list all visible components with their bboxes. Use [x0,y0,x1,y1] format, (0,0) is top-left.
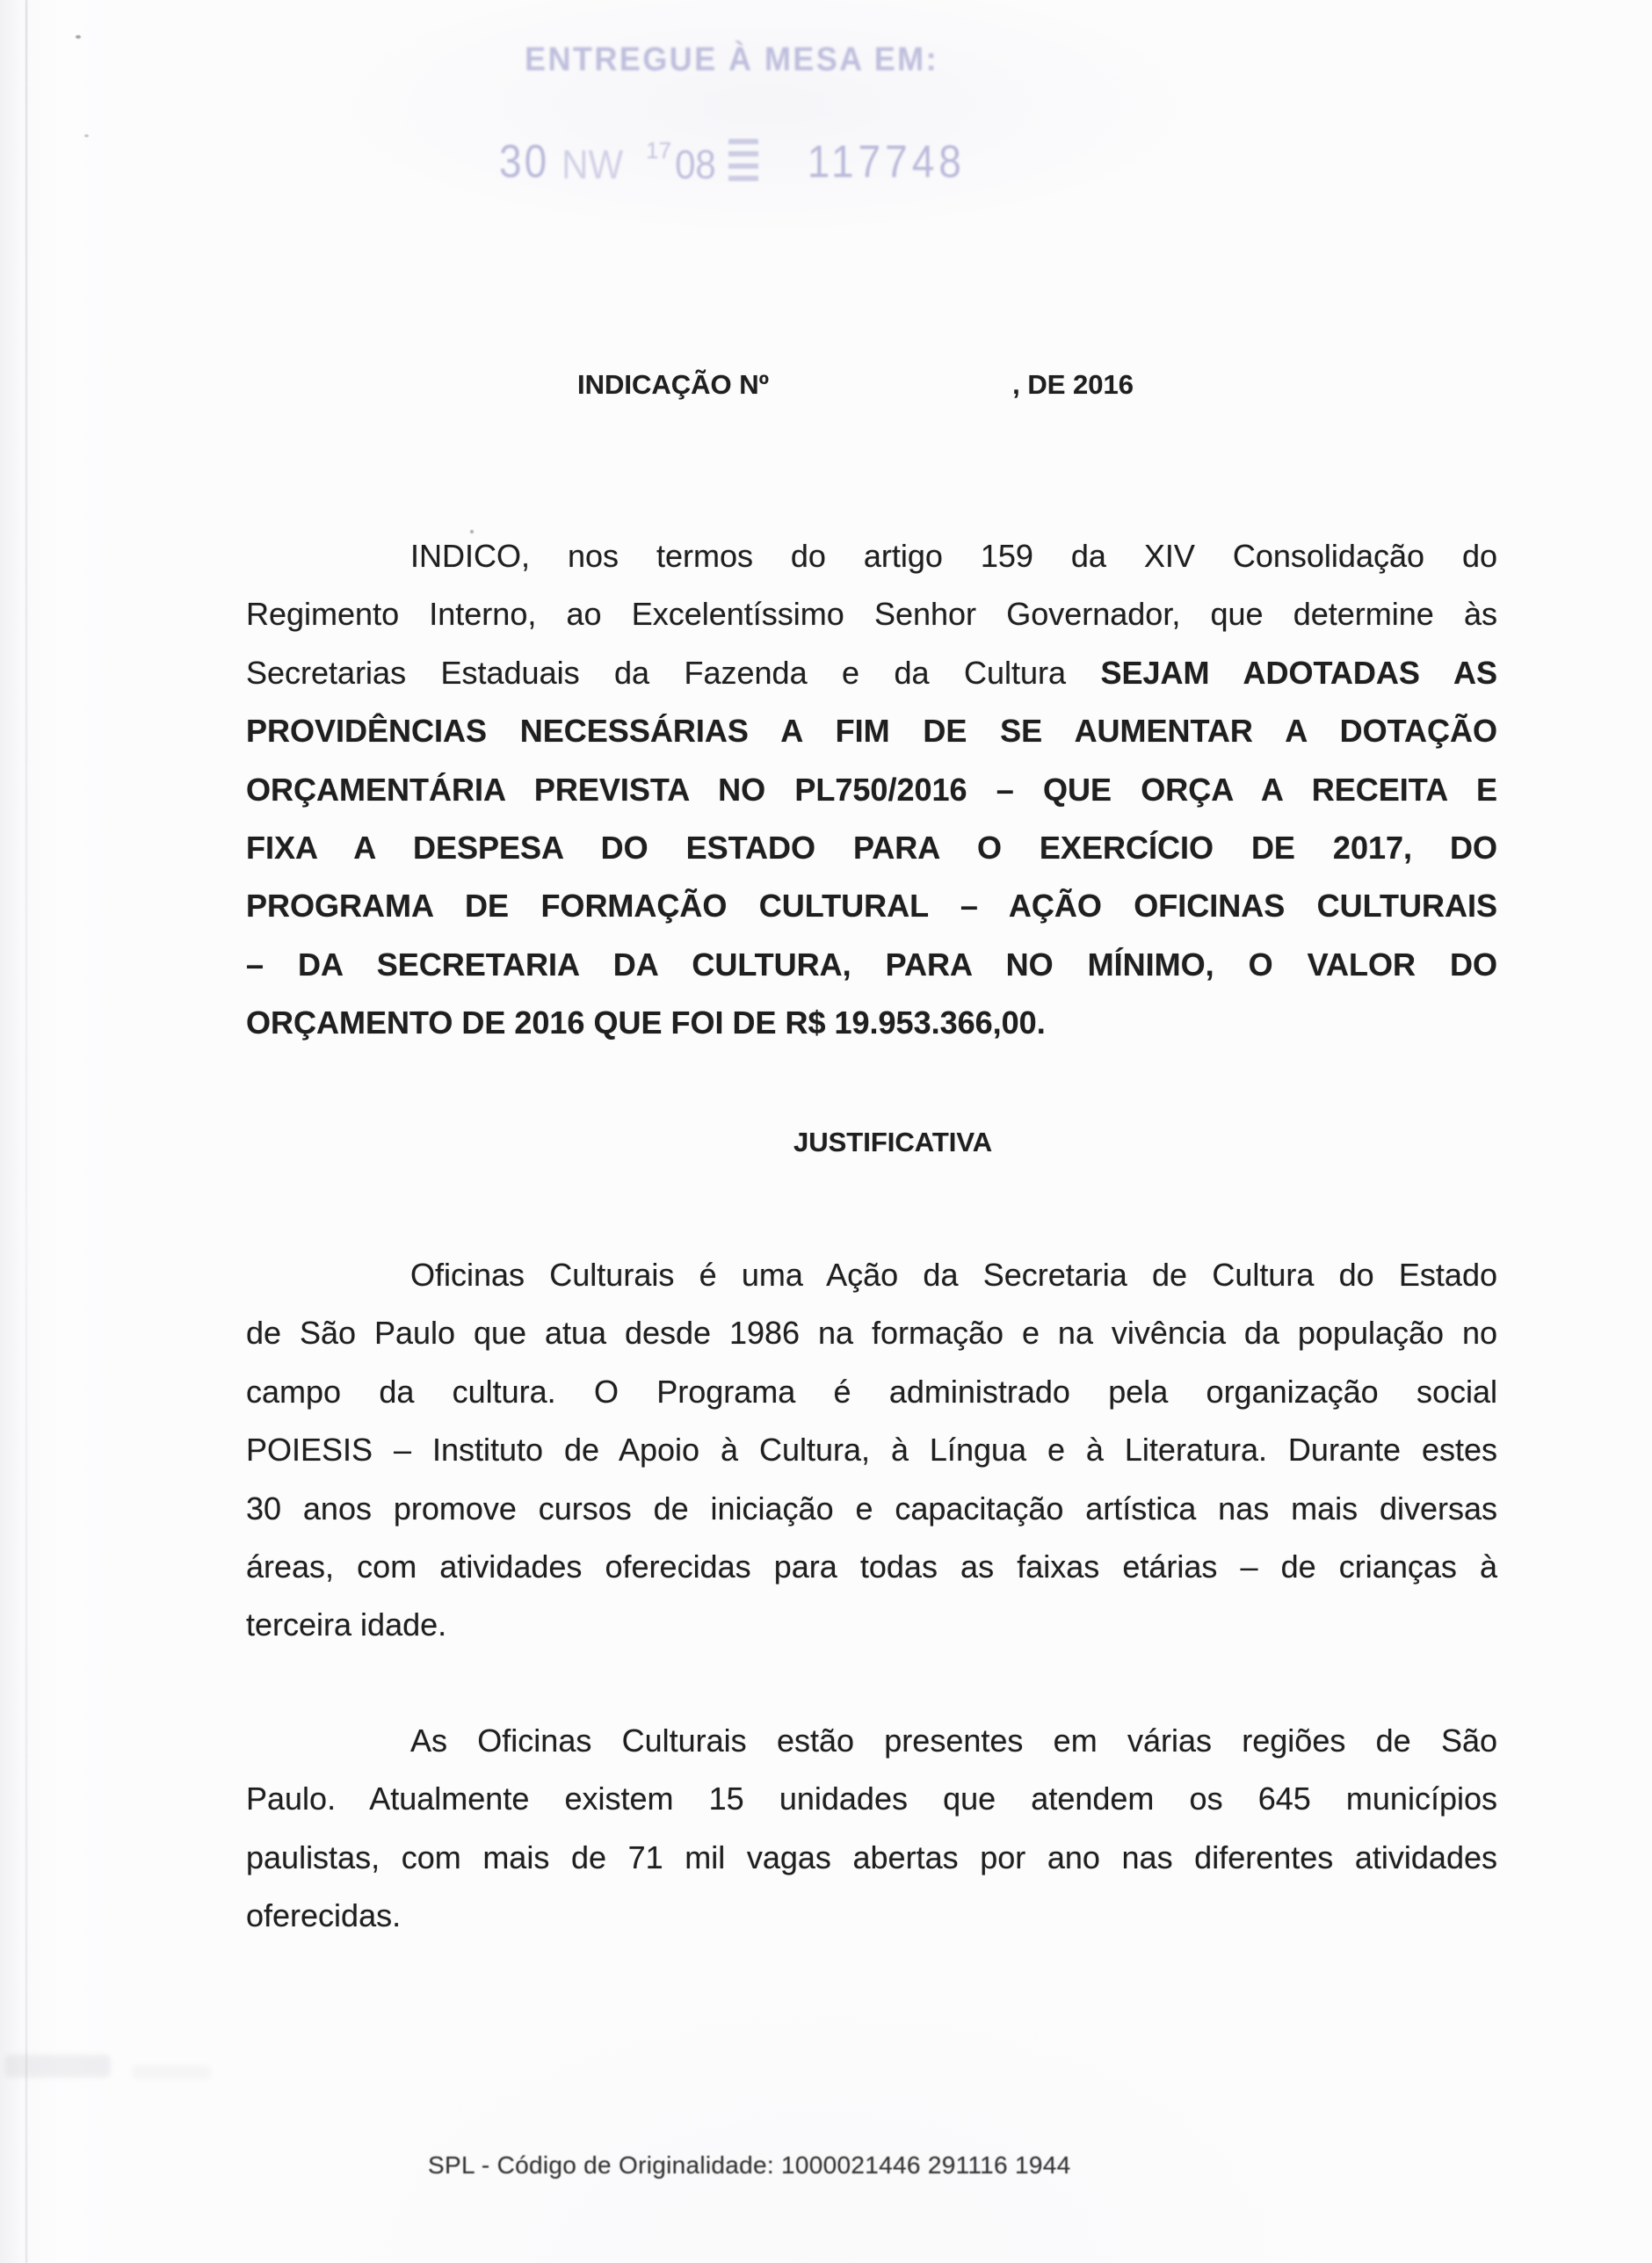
scan-smudge [132,2065,211,2079]
scan-speck [84,134,89,137]
stamp-month: NW [562,141,624,187]
text-line: 30 anos promove cursos de iniciação e capacitação artística nas mais diversas [246,1490,1497,1527]
scan-speck [76,35,81,39]
text-line: de São Paulo que atua desde 1986 na formação e na vivência da população no [246,1315,1497,1352]
text-line: Oficinas Culturais é uma Ação da Secretaria de Cultura do Estado [410,1257,1497,1293]
text-line: INDICO, nos termos do artigo 159 da XIV Consolidação do [410,538,1497,574]
text-line: PROVIDÊNCIAS NECESSÁRIAS A FIM DE SE AUMENTAR A DOTAÇÃO [246,713,1497,750]
text-line: terceira idade. [246,1607,447,1643]
paragraph-justification-2 [246,1712,1497,1946]
text-line: campo da cultura. O Programa é administrado pela organização social [246,1373,1497,1410]
scan-edge-line [25,0,27,2263]
stamp-time-small: 17 [646,137,672,163]
stamp-protocol-number: 117748 [807,135,966,187]
stamp-date-row [499,132,966,188]
document-title [577,369,1134,401]
stamp-delivered-label: ENTREGUE À MESA EM: [525,41,938,78]
scan-smudge [5,2055,111,2078]
stamp-time: 08 [675,141,716,187]
stamp-day: 30 [499,134,550,187]
justificativa-heading: JUSTIFICATIVA [793,1127,993,1157]
paragraph-indication [246,527,1497,1053]
stamp-small-block [728,139,758,188]
text-line: áreas, com atividades oferecidas para todas as faixas etárias – de crianças à [246,1548,1497,1585]
text-line: POIESIS – Instituto de Apoio à Cultura, à Língua e à Literatura. Durante estes [246,1432,1497,1469]
text-line: As Oficinas Culturais estão presentes em várias regiões de São [410,1723,1497,1759]
text-line: paulistas, com mais de 71 mil vagas abertas por ano nas diferentes atividades [246,1839,1497,1875]
text-line: PROGRAMA DE FORMAÇÃO CULTURAL – AÇÃO OFICINAS CULTURAIS [246,888,1497,925]
title-year-label: , DE 2016 [1012,369,1134,400]
text-line: ORÇAMENTÁRIA PREVISTA NO PL750/2016 – QUE ORÇA A RECEITA E [246,771,1497,808]
text-line: ORÇAMENTO DE 2016 QUE FOI DE R$ 19.953.366,00. [246,1005,1046,1041]
text-line: – DA SECRETARIA DA CULTURA, PARA NO MÍNIMO, O VALOR DO [246,946,1497,983]
paragraph-justification-1 [246,1246,1497,1655]
text-line: FIXA A DESPESA DO ESTADO PARA O EXERCÍCIO DE 2017, DO [246,829,1497,866]
text-line: Regimento Interno, ao Excelentíssimo Senhor Governador, que determine às [246,596,1497,633]
text-line: oferecidas. [246,1897,402,1934]
title-indication-label: INDICAÇÃO Nº [577,369,769,400]
footer-originality-code: SPL - Código de Originalidade: 1000021446 291116 1944 [428,2151,1071,2179]
text-line: Paulo. Atualmente existem 15 unidades que atendem os 645 municípios [246,1781,1497,1817]
text-line: Secretarias Estaduais da Fazenda e da Cultura SEJAM ADOTADAS AS [246,654,1497,691]
